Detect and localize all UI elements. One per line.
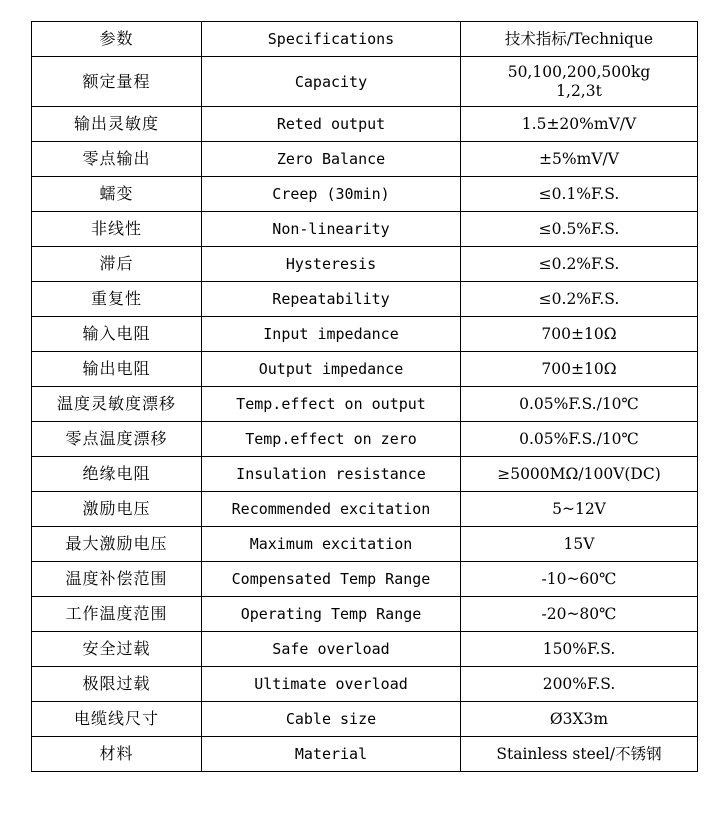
table-row bbox=[32, 562, 698, 597]
param-en: Temp.effect on output bbox=[202, 387, 461, 422]
param-en: Reted output bbox=[202, 107, 461, 142]
param-en: Operating Temp Range bbox=[202, 597, 461, 632]
param-en: Recommended excitation bbox=[202, 492, 461, 527]
param-en: Material bbox=[202, 737, 461, 772]
param-zh: 额定量程 bbox=[32, 57, 202, 107]
param-value: 700±10Ω bbox=[461, 352, 698, 387]
param-en: Insulation resistance bbox=[202, 457, 461, 492]
param-value: 200%F.S. bbox=[461, 667, 698, 702]
param-value: 0.05%F.S./10℃ bbox=[461, 422, 698, 457]
param-value: ±5%mV/V bbox=[461, 142, 698, 177]
param-zh: 零点温度漂移 bbox=[32, 422, 202, 457]
param-zh: 蠕变 bbox=[32, 177, 202, 212]
param-value: 15V bbox=[461, 527, 698, 562]
param-en: Cable size bbox=[202, 702, 461, 737]
param-en: Compensated Temp Range bbox=[202, 562, 461, 597]
param-value: Ø3X3m bbox=[461, 702, 698, 737]
param-en: Zero Balance bbox=[202, 142, 461, 177]
header-technique: 技术指标/Technique bbox=[461, 22, 698, 57]
param-value-line1: 50,100,200,500kg bbox=[507, 62, 651, 81]
table-row bbox=[32, 737, 698, 772]
table-row bbox=[32, 457, 698, 492]
param-en: Ultimate overload bbox=[202, 667, 461, 702]
param-en: Repeatability bbox=[202, 282, 461, 317]
param-zh: 滞后 bbox=[32, 247, 202, 282]
table-row bbox=[32, 422, 698, 457]
param-zh: 输入电阻 bbox=[32, 317, 202, 352]
table-row bbox=[32, 352, 698, 387]
param-en: Creep (30min) bbox=[202, 177, 461, 212]
header-parameter: 参数 bbox=[32, 22, 202, 57]
table-row bbox=[32, 317, 698, 352]
param-value: 700±10Ω bbox=[461, 317, 698, 352]
param-value: ≤0.1%F.S. bbox=[461, 177, 698, 212]
param-en: Non-linearity bbox=[202, 212, 461, 247]
param-en: Hysteresis bbox=[202, 247, 461, 282]
table-row bbox=[32, 492, 698, 527]
param-zh: 激励电压 bbox=[32, 492, 202, 527]
param-zh: 材料 bbox=[32, 737, 202, 772]
param-value: ≥5000MΩ/100V(DC) bbox=[461, 457, 698, 492]
table-row bbox=[32, 387, 698, 422]
param-zh: 输出电阻 bbox=[32, 352, 202, 387]
table-row bbox=[32, 282, 698, 317]
table-row bbox=[32, 177, 698, 212]
table-row bbox=[32, 57, 698, 107]
table-row bbox=[32, 667, 698, 702]
param-zh: 电缆线尺寸 bbox=[32, 702, 202, 737]
param-value: 5~12V bbox=[461, 492, 698, 527]
param-value: ≤0.2%F.S. bbox=[461, 247, 698, 282]
param-zh: 非线性 bbox=[32, 212, 202, 247]
param-value: ≤0.2%F.S. bbox=[461, 282, 698, 317]
param-zh: 温度补偿范围 bbox=[32, 562, 202, 597]
header-specifications: Specifications bbox=[202, 22, 461, 57]
param-value: -10~60℃ bbox=[461, 562, 698, 597]
param-value: Stainless steel/不锈钢 bbox=[461, 737, 698, 772]
param-value-line2: 1,2,3t bbox=[556, 81, 602, 100]
param-zh: 工作温度范围 bbox=[32, 597, 202, 632]
param-en: Capacity bbox=[202, 57, 461, 107]
param-en: Output impedance bbox=[202, 352, 461, 387]
table-row bbox=[32, 527, 698, 562]
table-row bbox=[32, 247, 698, 282]
table-row bbox=[32, 597, 698, 632]
param-value: ≤0.5%F.S. bbox=[461, 212, 698, 247]
table-header-row bbox=[32, 22, 698, 57]
param-en: Safe overload bbox=[202, 632, 461, 667]
param-zh: 绝缘电阻 bbox=[32, 457, 202, 492]
param-value: 150%F.S. bbox=[461, 632, 698, 667]
table-row bbox=[32, 107, 698, 142]
param-en: Temp.effect on zero bbox=[202, 422, 461, 457]
param-zh: 温度灵敏度漂移 bbox=[32, 387, 202, 422]
table-row bbox=[32, 632, 698, 667]
param-en: Maximum excitation bbox=[202, 527, 461, 562]
table-row bbox=[32, 212, 698, 247]
specifications-table bbox=[31, 21, 698, 772]
param-zh: 安全过载 bbox=[32, 632, 202, 667]
param-value bbox=[461, 57, 698, 107]
param-zh: 最大激励电压 bbox=[32, 527, 202, 562]
param-zh: 重复性 bbox=[32, 282, 202, 317]
param-value: 0.05%F.S./10℃ bbox=[461, 387, 698, 422]
param-en: Input impedance bbox=[202, 317, 461, 352]
param-value: 1.5±20%mV/V bbox=[461, 107, 698, 142]
table-row bbox=[32, 142, 698, 177]
param-zh: 极限过载 bbox=[32, 667, 202, 702]
param-zh: 输出灵敏度 bbox=[32, 107, 202, 142]
param-value: -20~80℃ bbox=[461, 597, 698, 632]
table-row bbox=[32, 702, 698, 737]
param-zh: 零点输出 bbox=[32, 142, 202, 177]
